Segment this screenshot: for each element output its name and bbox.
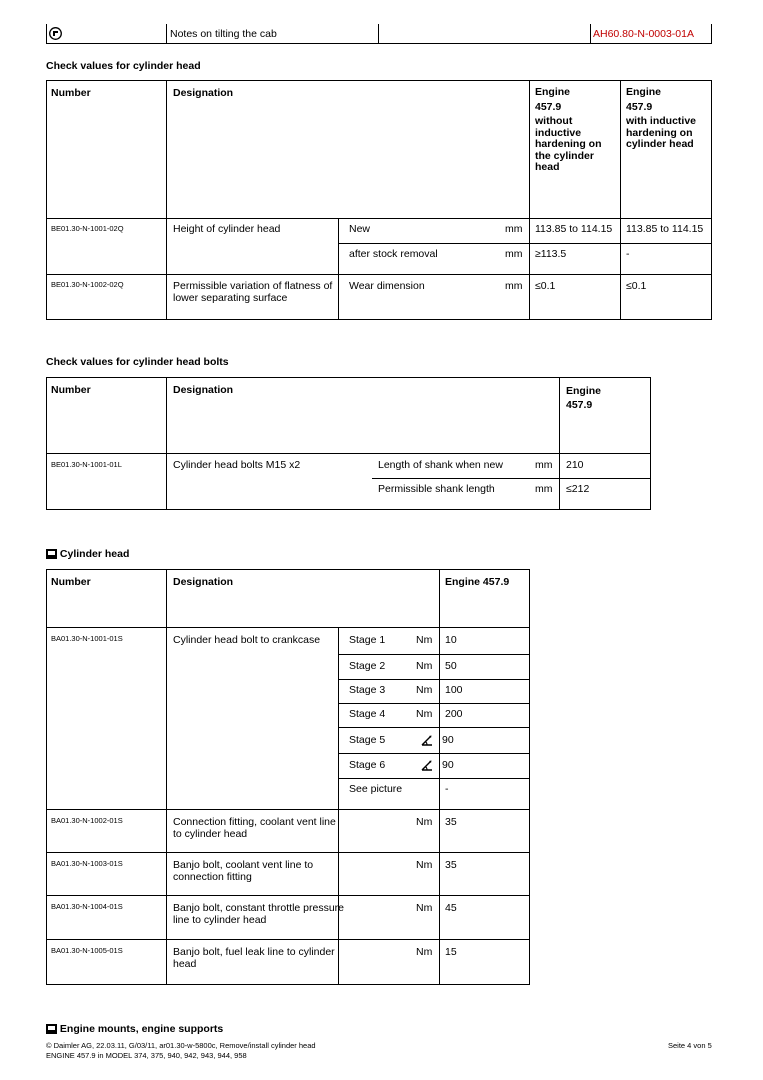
- stage-label: Stage 5: [349, 734, 386, 746]
- unit: mm: [505, 248, 523, 260]
- stage-label: Stage 6: [349, 759, 386, 771]
- stage-value: 90: [442, 759, 454, 771]
- stage-label: Stage 4: [349, 708, 386, 720]
- table3-title: Cylinder head: [59, 548, 130, 560]
- value-engine1: ≥113.5: [535, 248, 567, 260]
- value-engine1: ≤0.1: [535, 280, 556, 292]
- sub-label: New: [349, 223, 371, 235]
- unit: Nm: [416, 902, 433, 914]
- stage-label: Stage 2: [349, 660, 386, 672]
- unit: Nm: [416, 660, 433, 672]
- unit: Nm: [416, 859, 433, 871]
- header-title: Notes on tilting the cab: [170, 28, 277, 40]
- row-number: BA01.30-N-1004-01S: [51, 902, 123, 911]
- row-number: BA01.30-N-1001-01S: [51, 634, 123, 643]
- col-number-header: Number: [51, 384, 91, 396]
- footer-line1: © Daimler AG, 22.03.11, G/03/11, ar01.30-w-5800c, Remove/install cylinder head: [46, 1041, 316, 1050]
- value: 15: [445, 946, 457, 958]
- unit: mm: [505, 223, 523, 235]
- section4-heading: [46, 1023, 223, 1035]
- unit: Nm: [416, 684, 433, 696]
- header-ref-link[interactable]: AH60.80-N-0003-01A: [593, 28, 694, 40]
- row-number: BE01.30-N-1002-02Q: [51, 280, 124, 289]
- value-engine2: ≤0.1: [626, 280, 647, 292]
- row-number: BA01.30-N-1002-01S: [51, 816, 123, 825]
- sub-label: Wear dimension: [349, 280, 425, 292]
- page-number: Seite 4 von 5: [668, 1041, 712, 1050]
- engine-mount-data-icon: [46, 1024, 57, 1034]
- value: 35: [445, 816, 457, 828]
- sub-label: after stock removal: [349, 248, 438, 260]
- torque-data-icon: [46, 549, 57, 559]
- value-engine2: 113.85 to 114.15: [626, 223, 704, 235]
- row-designation: Cylinder head bolt to crankcase: [173, 634, 321, 646]
- table1-title: Check values for cylinder head: [46, 60, 201, 72]
- value: 45: [445, 902, 457, 914]
- tilt-cab-icon: [49, 27, 62, 40]
- stage-value: 200: [445, 708, 463, 720]
- col-designation-header: Designation: [173, 384, 234, 396]
- unit: mm: [535, 483, 553, 495]
- angle-icon: [421, 759, 433, 771]
- value: 35: [445, 859, 457, 871]
- stage-value: 10: [445, 634, 457, 646]
- value-engine1: 113.85 to 114.15: [535, 223, 613, 235]
- footer-line2: ENGINE 457.9 in MODEL 374, 375, 940, 942, 943, 944, 958: [46, 1051, 247, 1060]
- stage-value: 50: [445, 660, 457, 672]
- col-number-header: Number: [51, 576, 91, 588]
- col-number-header: Number: [51, 87, 91, 99]
- row-designation: Cylinder head bolts M15 x2: [173, 459, 301, 471]
- unit: Nm: [416, 708, 433, 720]
- stage-value: -: [445, 783, 449, 795]
- engine-header: Engine 457.9: [445, 576, 510, 588]
- sub-label: Length of shank when new: [378, 459, 503, 471]
- unit: mm: [535, 459, 553, 471]
- unit: Nm: [416, 946, 433, 958]
- value-engine2: -: [626, 248, 630, 260]
- unit: Nm: [416, 816, 433, 828]
- stage-label: Stage 3: [349, 684, 386, 696]
- engine-header: Engine 457.9: [566, 385, 602, 411]
- row-number: BE01.30-N-1001-02Q: [51, 224, 124, 233]
- stage-label: Stage 1: [349, 634, 386, 646]
- value: 210: [566, 459, 584, 471]
- row-designation: Banjo bolt, constant throttle pressure line to cylinder head: [173, 902, 345, 926]
- see-picture-link[interactable]: See picture: [349, 783, 403, 795]
- unit: mm: [505, 280, 523, 292]
- row-designation: Connection fitting, coolant vent line to cylinder head: [173, 816, 336, 840]
- col-designation-header: Designation: [173, 87, 234, 99]
- stage-value: 90: [442, 734, 454, 746]
- value: ≤212: [566, 483, 590, 495]
- footer: [46, 1041, 316, 1061]
- table2-title: Check values for cylinder head bolts: [46, 356, 229, 368]
- engine1-header: Engine 457.9 without inductive hardening on the cylinder head: [535, 86, 602, 173]
- col-designation-header: Designation: [173, 576, 234, 588]
- row-number: BA01.30-N-1003-01S: [51, 859, 123, 868]
- row-number: BA01.30-N-1005-01S: [51, 946, 123, 955]
- section4-title: Engine mounts, engine supports: [59, 1023, 224, 1035]
- angle-icon: [421, 734, 433, 746]
- unit: Nm: [416, 634, 433, 646]
- row-designation: Permissible variation of flatness of lower separating surface: [173, 280, 333, 304]
- stage-value: 100: [445, 684, 463, 696]
- row-designation: Height of cylinder head: [173, 223, 281, 235]
- row-designation: Banjo bolt, coolant vent line to connection fitting: [173, 859, 314, 883]
- engine2-header: Engine 457.9 with inductive hardening on cylinder head: [626, 86, 697, 150]
- row-designation: Banjo bolt, fuel leak line to cylinder head: [173, 946, 335, 970]
- row-number: BE01.30-N-1001-01L: [51, 460, 122, 469]
- table3-heading: [46, 548, 129, 560]
- sub-label: Permissible shank length: [378, 483, 495, 495]
